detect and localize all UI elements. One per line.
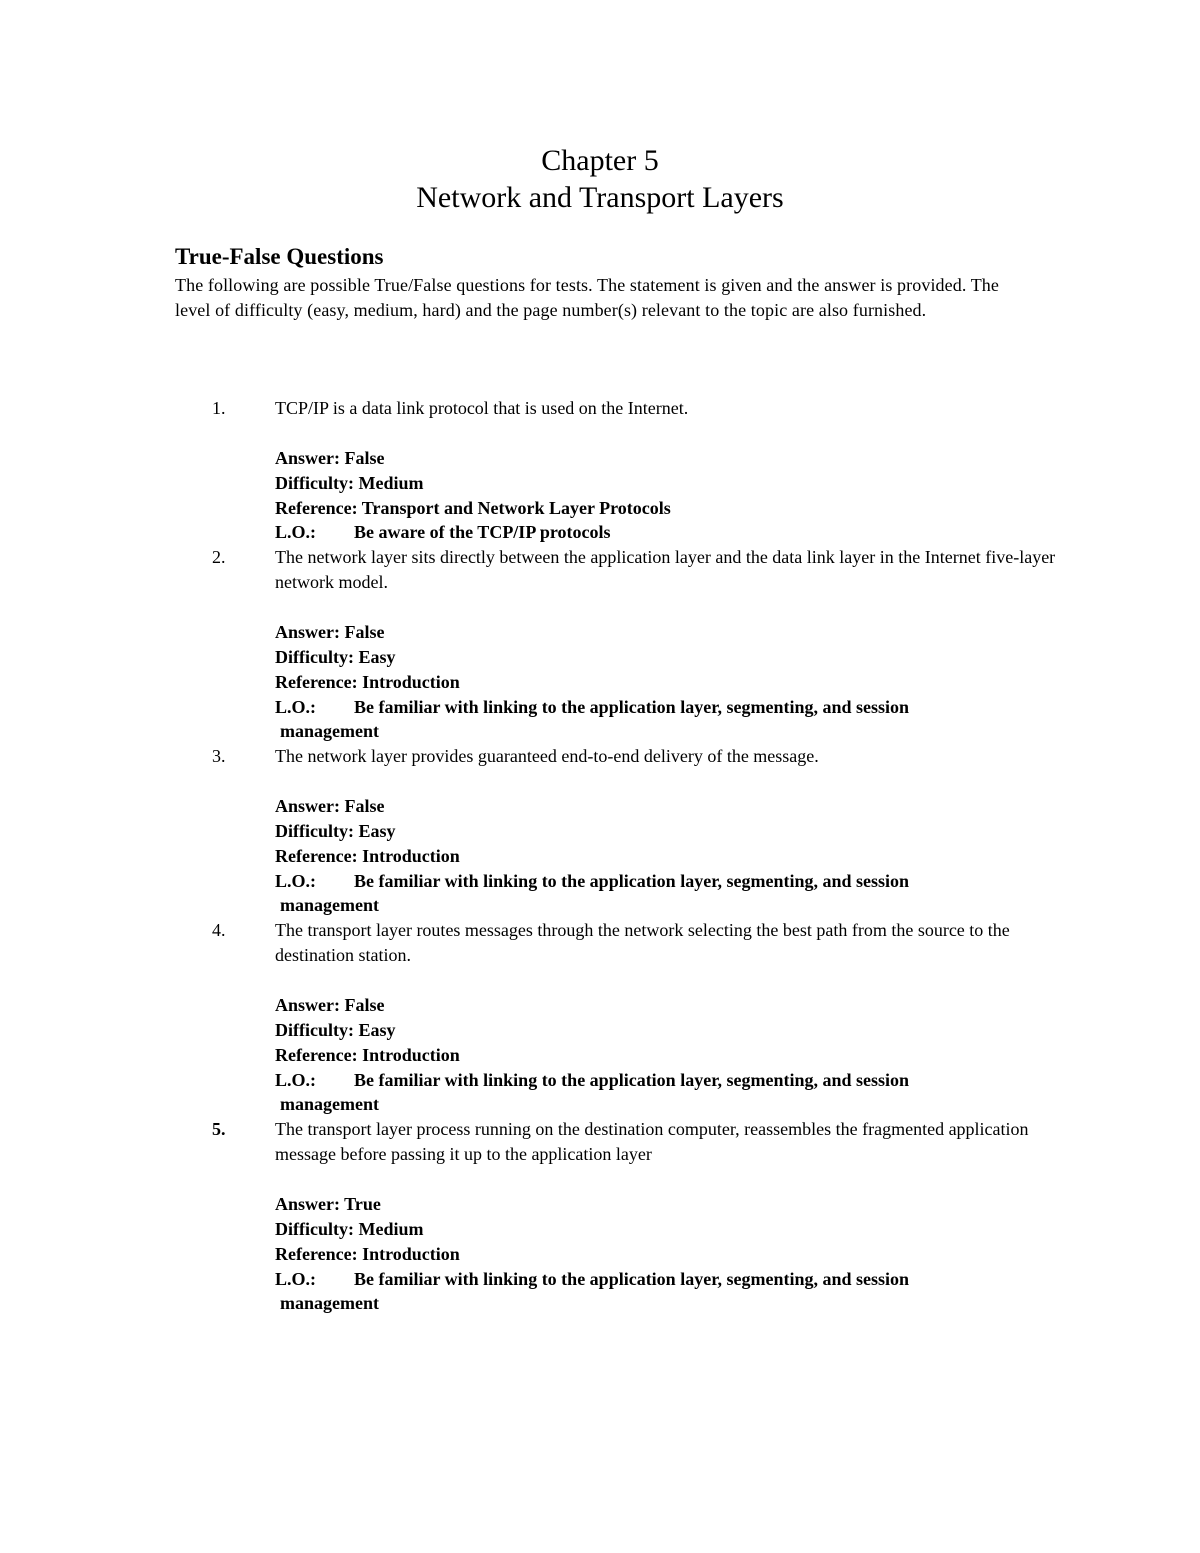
lo-continuation: management	[280, 721, 379, 742]
difficulty-row	[275, 1018, 1075, 1043]
answer-value: False	[344, 622, 385, 643]
difficulty-label: Difficulty:	[275, 472, 359, 493]
difficulty-row	[275, 471, 1075, 496]
difficulty-label: Difficulty:	[275, 1218, 359, 1239]
question-text: The transport layer process running on the destination computer, reassembles the fragmented application message before passing it up to the application layer	[275, 1119, 1029, 1165]
reference-row	[275, 844, 1075, 869]
question-number: 1.	[212, 398, 226, 418]
reference-value: Transport and Network Layer Protocols	[361, 497, 671, 518]
question-text: The network layer provides guaranteed end-to-end delivery of the message.	[275, 746, 819, 767]
difficulty-label: Difficulty:	[275, 820, 359, 841]
reference-row	[275, 496, 1075, 521]
answer-row	[275, 620, 1075, 645]
difficulty-row	[275, 1217, 1075, 1242]
answer-row	[275, 1192, 1075, 1217]
lo-label: L.O.:	[275, 870, 317, 891]
difficulty-value: Medium	[358, 472, 424, 493]
lo-continuation: management	[280, 895, 379, 916]
section-heading: True-False Questions	[175, 244, 384, 269]
reference-value: Introduction	[362, 671, 460, 692]
lo-continuation: management	[280, 1094, 379, 1115]
lo-value: Be familiar with linking to the application layer, segmenting, and session	[354, 696, 910, 717]
reference-label: Reference:	[275, 497, 362, 518]
lo-label: L.O.:	[275, 696, 317, 717]
difficulty-value: Easy	[358, 1019, 396, 1040]
question-number: 5.	[212, 1119, 226, 1140]
lo-label: L.O.:	[275, 522, 317, 543]
reference-value: Introduction	[362, 845, 460, 866]
reference-label: Reference:	[275, 1044, 363, 1065]
difficulty-label: Difficulty:	[275, 646, 359, 667]
lo-value: Be familiar with linking to the application layer, segmenting, and session	[354, 870, 910, 891]
reference-row	[275, 1043, 1075, 1068]
question-item	[0, 1117, 1200, 1316]
lo-value: Be familiar with linking to the application layer, segmenting, and session	[354, 1069, 910, 1090]
answer-label: Answer:	[275, 1194, 345, 1215]
difficulty-value: Medium	[358, 1218, 424, 1239]
lo-continuation: management	[280, 1293, 379, 1314]
question-item	[0, 545, 1200, 744]
question-item	[0, 396, 1200, 545]
question-text: The transport layer routes messages through the network selecting the best path from the source to the destination station.	[275, 920, 1010, 966]
question-number: 3.	[212, 746, 226, 767]
answer-row	[275, 794, 1075, 819]
learning-objective-row	[275, 1267, 1075, 1292]
reference-label: Reference:	[275, 671, 363, 692]
answer-label: Answer:	[275, 448, 345, 468]
question-meta	[275, 620, 1075, 744]
answer-value: False	[344, 796, 385, 817]
answer-row	[275, 446, 1075, 471]
answer-row	[275, 993, 1075, 1018]
lo-value: Be familiar with linking to the application layer, segmenting, and session	[354, 1268, 910, 1289]
question-meta	[275, 446, 1075, 545]
question-text: TCP/IP is a data link protocol that is used on the Internet.	[275, 398, 689, 418]
difficulty-value: Easy	[358, 646, 396, 667]
reference-label: Reference:	[275, 1243, 363, 1264]
question-list	[0, 396, 1200, 1316]
question-meta	[275, 1192, 1075, 1316]
question-text: The network layer sits directly between the application layer and the data link layer in the Internet five-layer network model.	[275, 547, 1056, 593]
answer-value: False	[344, 448, 385, 468]
difficulty-row	[275, 819, 1075, 844]
answer-value: False	[344, 995, 385, 1016]
reference-value: Introduction	[362, 1044, 460, 1065]
learning-objective-row	[275, 520, 1075, 545]
answer-label: Answer:	[275, 995, 345, 1016]
answer-label: Answer:	[275, 796, 345, 817]
question-item	[0, 744, 1200, 918]
section-intro: The following are possible True/False questions for tests. The statement is given and the answer is provided. The level of difficulty (easy, medium, hard) and the page number(s) relevant to the topic are also furnished.	[175, 275, 999, 320]
chapter-title: Network and Transport Layers	[416, 181, 784, 214]
question-number: 2.	[212, 547, 226, 568]
question-meta	[275, 794, 1075, 918]
answer-label: Answer:	[275, 622, 345, 643]
question-number: 4.	[212, 920, 226, 941]
difficulty-row	[275, 645, 1075, 670]
lo-value: Be aware of the TCP/IP protocols	[354, 522, 611, 543]
chapter-number: Chapter 5	[541, 144, 659, 177]
learning-objective-row	[275, 869, 1075, 894]
answer-value: True	[344, 1194, 381, 1215]
lo-label: L.O.:	[275, 1069, 317, 1090]
reference-label: Reference:	[275, 845, 363, 866]
reference-value: Introduction	[362, 1243, 460, 1264]
question-meta	[275, 993, 1075, 1117]
question-item	[0, 918, 1200, 1117]
reference-row	[275, 670, 1075, 695]
reference-row	[275, 1242, 1075, 1267]
difficulty-value: Easy	[358, 820, 396, 841]
learning-objective-row	[275, 695, 1075, 720]
title-block	[0, 142, 1200, 216]
difficulty-label: Difficulty:	[275, 1019, 359, 1040]
learning-objective-row	[275, 1068, 1075, 1093]
lo-label: L.O.:	[275, 1268, 317, 1289]
